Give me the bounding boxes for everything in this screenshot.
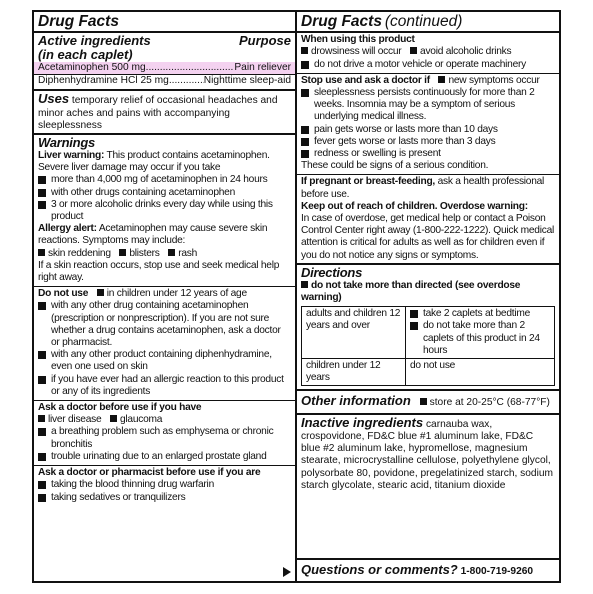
questions-phone[interactable]: 1-800-719-9260 xyxy=(460,565,534,577)
table-row xyxy=(302,307,555,359)
liver-warning-text: This product contains acetaminophen. Severe liver damage may occur if you take xyxy=(38,150,270,174)
list-item: sleeplessness persists continuously for more than 2 weeks. Insomnia may be a symptom of serious underlying medical illness. xyxy=(301,87,555,124)
when-using-label: When using this product xyxy=(301,34,415,46)
divider xyxy=(34,286,295,287)
uses-text: temporary relief of occasional headaches and minor aches and pains with accompanying sleeplessness xyxy=(38,95,278,131)
purpose-heading: Purpose xyxy=(238,33,291,48)
square-bullet-icon xyxy=(168,249,175,256)
square-bullet-icon xyxy=(38,351,46,359)
square-bullet-icon xyxy=(38,176,46,184)
ask-doctor-inline: liver disease glaucoma xyxy=(38,414,291,426)
list-item: taking sedatives or tranquilizers xyxy=(38,492,291,504)
list-item: do not drive a motor vehicle or operate machinery xyxy=(301,59,555,71)
when-using-inline: drowsiness will occur avoid alcoholic drinks xyxy=(301,46,555,58)
other-information-text: store at 20-25°C (68-77°F) xyxy=(429,397,550,409)
square-bullet-icon xyxy=(410,322,418,330)
list-item: more than 4,000 mg of acetaminophen in 24 hours xyxy=(38,174,291,186)
inactive-ingredients-section xyxy=(297,415,559,560)
ingredient-row xyxy=(38,75,291,87)
table-row xyxy=(302,359,555,386)
square-bullet-icon xyxy=(301,61,309,69)
warnings-section xyxy=(34,135,295,581)
directions-bullet: do not take more than directed (see overdose warning) xyxy=(301,279,521,304)
right-column xyxy=(297,12,559,581)
drug-facts-header xyxy=(34,12,295,33)
ingredient-name: Acetaminophen 500 mg xyxy=(38,62,146,73)
ingredient-leader xyxy=(169,75,204,87)
uses-heading: Uses xyxy=(38,91,70,107)
divider xyxy=(297,73,559,74)
square-bullet-icon xyxy=(97,289,104,296)
ingredient-purpose: Nighttime sleep-aid xyxy=(203,75,291,87)
square-bullet-icon xyxy=(301,126,309,134)
drug-facts-title: Drug Facts xyxy=(301,13,382,30)
warnings-continued-section xyxy=(297,33,559,265)
square-bullet-icon xyxy=(301,281,308,288)
list-item: with other drugs containing acetaminophen xyxy=(38,187,291,199)
keep-out-label: Keep out of reach of children. Overdose warning: xyxy=(301,200,528,212)
stop-use-label: Stop use and ask a doctor if xyxy=(301,74,430,86)
list-item: do not take more than 2 caplets of this product in 24 hours xyxy=(410,320,550,357)
inactive-ingredients-text: carnauba wax, crospovidone, FD&C blue #1 aluminum lake, FD&C blue #2 aluminum lake, hypromellose, magnesium stearate, microcrystalline cellulose, polyethylene glycol, polysorbate 80, povidone, pregelatinized starch, sodium starch glycolate, stearic acid, titanium dioxide xyxy=(301,418,554,491)
square-bullet-icon xyxy=(38,415,45,422)
list-item: with any other product containing diphenhydramine, even one used on skin xyxy=(38,349,291,373)
divider xyxy=(34,400,295,401)
drug-facts-title: Drug Facts xyxy=(38,13,119,30)
active-ingredients-section xyxy=(34,33,295,91)
list-item: trouble urinating due to an enlarged prostate gland xyxy=(38,451,291,463)
questions-section xyxy=(297,560,559,581)
square-bullet-icon xyxy=(410,310,418,318)
other-information-heading: Other information xyxy=(301,393,411,409)
divider xyxy=(297,174,559,175)
list-item: fever gets worse or lasts more than 3 days xyxy=(301,136,555,148)
square-bullet-icon xyxy=(38,481,46,489)
table-cell: adults and children 12 years and over xyxy=(302,307,406,359)
square-bullet-icon xyxy=(438,76,445,83)
table-cell xyxy=(406,307,555,359)
ingredient-leader xyxy=(146,62,235,74)
square-bullet-icon xyxy=(38,201,46,209)
ingredient-row xyxy=(34,62,295,75)
square-bullet-icon xyxy=(38,189,46,197)
square-bullet-icon xyxy=(38,376,46,384)
stop-use-inline: new symptoms occur xyxy=(448,74,540,86)
table-cell: do not use xyxy=(406,359,555,386)
ask-pharmacist-label: Ask a doctor or pharmacist before use if you are xyxy=(38,467,261,479)
drug-facts-continued-header xyxy=(297,12,559,33)
ingredient-name: Diphenhydramine HCl 25 mg xyxy=(38,75,169,87)
pregnant-text: ask a health professional before use. xyxy=(301,176,545,200)
list-item: redness or swelling is present xyxy=(301,148,555,160)
allergy-symptoms: skin reddening blisters rash xyxy=(38,248,291,260)
active-ingredients-subheading: (in each caplet) xyxy=(38,47,133,62)
allergy-after-text: If a skin reaction occurs, stop use and seek medical help right away. xyxy=(38,259,280,284)
other-information-section xyxy=(297,391,559,414)
uses-section xyxy=(34,91,295,135)
continue-arrow-icon xyxy=(283,567,291,577)
square-bullet-icon xyxy=(301,138,309,146)
ask-doctor-label: Ask a doctor before use if you have xyxy=(38,402,202,414)
warnings-heading: Warnings xyxy=(38,135,95,151)
allergy-alert-text: Acetaminophen may cause severe skin reactions. Symptoms may include: xyxy=(38,223,268,247)
stop-use-after: These could be signs of a serious condition. xyxy=(301,160,489,172)
active-ingredients-heading: Active ingredients xyxy=(38,33,151,48)
square-bullet-icon xyxy=(38,428,46,436)
square-bullet-icon xyxy=(301,150,309,158)
square-bullet-icon xyxy=(38,302,46,310)
questions-heading: Questions or comments? xyxy=(301,561,458,577)
ingredient-purpose: Pain reliever xyxy=(234,62,291,73)
square-bullet-icon xyxy=(38,494,46,502)
square-bullet-icon xyxy=(410,47,417,54)
divider xyxy=(34,465,295,466)
drug-facts-panel xyxy=(32,10,561,583)
table-cell: children under 12 years xyxy=(302,359,406,386)
directions-heading: Directions xyxy=(301,264,363,280)
directions-table xyxy=(301,306,555,386)
do-not-use-inline: in children under 12 years of age xyxy=(106,288,247,300)
allergy-alert-label: Allergy alert: xyxy=(38,223,97,235)
list-item: with any other drug containing acetaminophen (prescription or nonprescription). If you are not sure whether a drug contains acetaminophen, ask a doctor or pharmacist. xyxy=(38,300,291,349)
square-bullet-icon xyxy=(38,249,45,256)
continued-label: (continued) xyxy=(384,13,463,30)
liver-warning-label: Liver warning: xyxy=(38,150,105,162)
directions-section xyxy=(297,265,559,392)
square-bullet-icon xyxy=(301,47,308,54)
left-column xyxy=(34,12,297,581)
list-item: 3 or more alcoholic drinks every day while using this product xyxy=(38,199,291,223)
list-item: taking the blood thinning drug warfarin xyxy=(38,479,291,491)
inactive-ingredients-heading: Inactive ingredients xyxy=(301,414,424,430)
square-bullet-icon xyxy=(110,415,117,422)
square-bullet-icon xyxy=(301,89,309,97)
list-item: pain gets worse or lasts more than 10 days xyxy=(301,124,555,136)
keep-out-text: In case of overdose, get medical help or contact a Poison Control Center right away (1-800-222-1222). Quick medical attention is critical for adults as well as for children even if you do not notice any signs or symptoms. xyxy=(301,213,555,261)
list-item: take 2 caplets at bedtime xyxy=(410,308,550,320)
pregnant-label: If pregnant or breast-feeding, xyxy=(301,176,436,188)
list-item: if you have ever had an allergic reaction to this product or any of its ingredients xyxy=(38,374,291,398)
list-item: a breathing problem such as emphysema or chronic bronchitis xyxy=(38,426,291,450)
square-bullet-icon xyxy=(119,249,126,256)
square-bullet-icon xyxy=(38,453,46,461)
do-not-use-label: Do not use xyxy=(38,288,89,300)
square-bullet-icon xyxy=(420,398,427,405)
